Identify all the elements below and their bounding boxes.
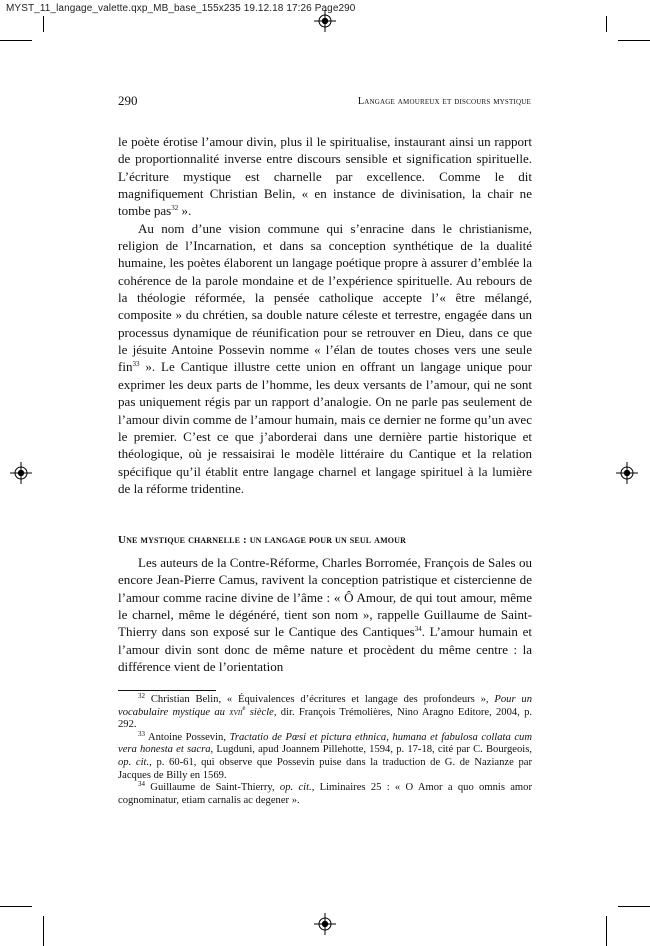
running-head: Langage amoureux et discours mystique — [357, 96, 531, 107]
registration-mark-icon — [10, 462, 32, 484]
section-heading: Une mystique charnelle : un langage pour un seul amour — [118, 534, 407, 546]
crop-mark-top-left-v — [43, 16, 44, 32]
crop-mark-top-right-h — [618, 40, 650, 41]
crop-mark-top-right-v — [606, 16, 607, 32]
registration-mark-icon — [314, 913, 336, 935]
footnote-rule — [118, 690, 216, 691]
footnote-ref[interactable]: 34 — [414, 625, 422, 634]
printer-slug: MYST_11_langage_valette.qxp_MB_base_155x235 19.12.18 17:26 Page290 — [6, 3, 356, 14]
registration-mark-icon — [616, 462, 638, 484]
crop-mark-top-left-h — [0, 40, 32, 41]
crop-mark-bottom-right-h — [618, 906, 650, 907]
paragraph: Les auteurs de la Contre-Réforme, Charles Borromée, François de Sales ou encore Jean-Pierre Camus, ravivent la conception patristique et cistercienne de l’amour comme racine divine de l’âme : « Ô Amour, de qui tout amour, même le charnel, même le dégénéré, tient son nom », rappelle Guillaume de Saint-Thierry dans son exposé sur le Cantique des Cantiques$^{34}$. L’amour humain et l’amour divin sont donc de même nature et procèdent du même centre : la différence vient de l’orientation — [118, 555, 532, 675]
paragraph: Au nom d’une vision commune qui s’enracine dans le christianisme, religion de l’Incarnation, et dans sa conception synthétique de la dualité humaine, les poètes élaborent un langage poétique propre à assurer d’emblée la cohérence de la parole mondaine et de l’expérience spirituelle. Au rebours de la théologie réformée, la pensée catholique accepte l’« être mélangé, composite » du chrétien, sa double nature céleste et terrestre, engagée dans un processus dynamique de réunification pour se retrouver en Dieu, dans ce que le jésuite Antoine Possevin nomme « l’élan de toutes choses vers une seule fin$^{33}$ ». Le Cantique illustre cette union en offrant un langage unique pour exprimer les deux parts de l’homme, les deux versants de l’amour, qui ne sont pas uniquement régis par un rapport d’analogie. On ne parle pas seulement de l’amour divin comme de l’amour humain, mais ce dernier ne forme qu’un avec le premier. C’est ce que j’aborderai dans une dernière partie historique et théologique, où je ressaisirai le modèle littéraire du Cantique et la relation spécifique qu’il établit entre langage charnel et langage spirituel à la lumière de la réforme tridentine. — [118, 220, 532, 496]
footnote-ref[interactable]: 32 — [171, 204, 179, 213]
paragraph: le poète érotise l’amour divin, plus il le spiritualise, instaurant ainsi un rapport de proportionnalité inverse entre discours sensible et signification spirituelle. L’écriture mystique est charnelle par excellence. Comme le dit magnifiquement Christian Belin, « en instance de divinisation, la chair ne tombe pas$^{32}$ ». — [118, 134, 532, 219]
footnote-34: $^{34}$ Guillaume de Saint-Thierry, op. cit., Liminaires 25 : « O Amor a quo omnis amor cognominatur, etiam carnalis ac degener ». — [118, 780, 532, 806]
section-body — [118, 554, 532, 675]
registration-mark-icon — [314, 10, 336, 32]
crop-mark-bottom-left-v — [43, 916, 44, 946]
page-number: 290 — [118, 93, 138, 108]
crop-mark-bottom-left-h — [0, 906, 32, 907]
body-text — [118, 133, 532, 497]
footnote-32: $^{32}$ Christian Belin, « Équivalences d’écritures et langage des profondeurs », Pour un vocabulaire mystique au xvii$^e$ siècle, dir. François Trémolières, Nino Aragno Editore, 2004, p. 292. — [118, 692, 533, 731]
footnote-ref[interactable]: 33 — [132, 360, 140, 369]
footnote-33: $^{33}$ Antoine Possevin, Tractatio de Pœsi et pictura ethnica, humana et fabulosa collata cum vera honesta et sacra, Lugduni, apud Joannem Pillehotte, 1594, p. 17-18, cité par C. Bourgeois, op. cit., p. 60-61, qui observe que Possevin puise dans la traduction de G. de Nazianze par Jacques de Billy en 1569. — [118, 729, 532, 781]
crop-mark-bottom-right-v — [606, 916, 607, 946]
footnotes — [118, 694, 532, 807]
